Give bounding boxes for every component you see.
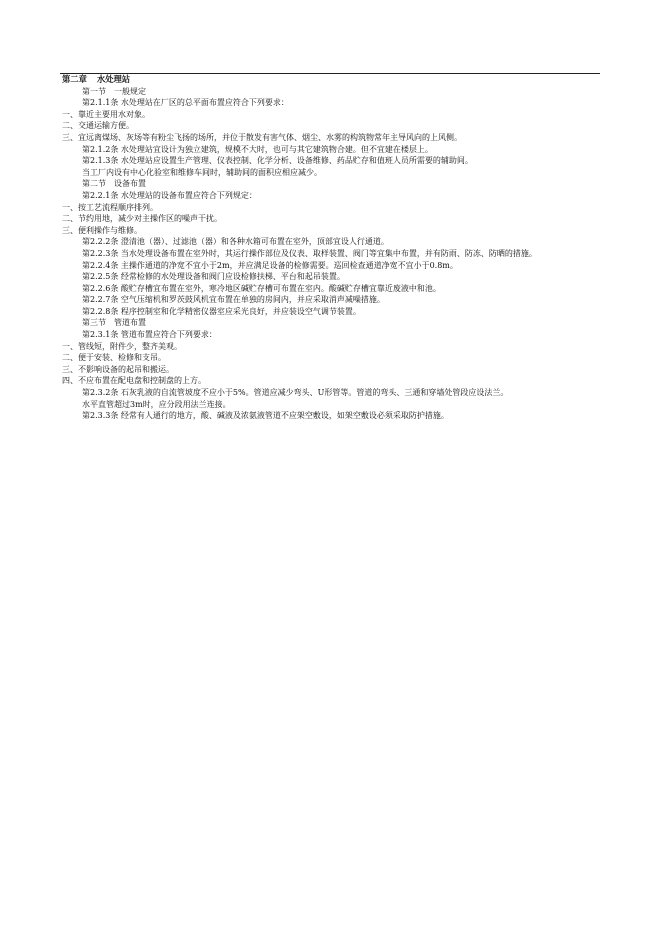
text-line: 三、宜远离煤场、灰场等有粉尘飞扬的场所，并位于散发有害气体、烟尘、水雾的构筑物常年主导风向的上风侧。 [62,132,462,142]
text-line: 第2.2.1条 水处理站的设备布置应符合下列规定： [82,190,257,200]
text-line: 第2.1.1条 水处理站在厂区的总平面布置应符合下列要求： [82,98,289,108]
text-lines [62,86,602,422]
text-line: 第2.2.8条 程序控制室和化学精密仪器室应采光良好，并应装设空气调节装置。 [82,306,361,316]
text-line: 第2.2.2条 澄清池（器）、过滤池（器）和各种水箱可布置在室外，顶部宜设人行通道。 [82,237,389,247]
text-line: 水平直管超过3m时，应分段用法兰连接。 [82,399,231,409]
text-line: 一、管线短，附件少，整齐美观。 [62,341,182,351]
text-line: 一、按工艺流程顺序排列。 [62,202,158,212]
text-line: 第2.1.2条 水处理站宜设计为独立建筑，规模不大时，也可与其它建筑物合建。但不宜建在楼层上。 [82,144,433,154]
document-body [62,74,602,422]
text-line: 第2.3.1条 管道布置应符合下列要求： [82,330,217,340]
text-line: 第2.2.3条 当水处理设备布置在室外时，其运行操作部位及仪表、取样装置、阀门等宜集中布置，并有防雨、防冻、防晒的措施。 [82,248,537,258]
text-line: 第2.2.7条 空气压缩机和罗茨鼓风机宜布置在单独的房间内，并应采取消声减噪措施。 [82,295,385,305]
text-line: 四、不应布置在配电盘和控制盘的上方。 [62,376,206,386]
text-line: 二、交通运输方便。 [62,121,134,131]
text-line: 第2.2.6条 酸贮存槽宜布置在室外，寒冷地区碱贮存槽可布置在室内。酸碱贮存槽宜靠近废液中和池。 [82,283,441,293]
chapter-heading [62,74,602,86]
text-line: 第二节 设备布置 [82,179,146,189]
text-line: 一、靠近主要用水对象。 [62,109,150,119]
chapter-number: 第二章 [62,74,87,84]
text-line: 第2.2.4条 主操作通道的净宽不宜小于2m，并应满足设备的检修需要。巡回检查通道净宽不宜小于0.8m。 [82,260,458,270]
text-line: 第2.2.5条 经常检修的水处理设备和阀门应设检修扶梯、平台和起吊装置。 [82,272,345,282]
text-line: 三、不影响设备的起吊和搬运。 [62,364,174,374]
text-line: 第一节 一般规定 [82,86,146,96]
text-line: 第2.3.2条 石灰乳液的自流管坡度不应小于5%。管道应减少弯头、U形管等。管道的弯头、三通和穿墙处管段应设法兰。 [82,388,509,398]
text-line: 当工厂内设有中心化验室和维修车间时，辅助间的面积应相应减少。 [82,167,322,177]
chapter-title: 水处理站 [96,74,131,84]
text-line: 二、节约用地，减少对主操作区的噪声干扰。 [62,214,222,224]
text-line: 第三节 管道布置 [82,318,146,328]
text-line: 第2.3.3条 经常有人通行的地方，酸、碱液及浓氨液管道不应架空敷设，如架空敷设必须采取防护措施。 [82,411,449,421]
text-line: 二、便于安装、检修和支吊。 [62,353,166,363]
text-line: 第2.1.3条 水处理站应设置生产管理、仪表控制、化学分析、设备维修、药品贮存和值班人员所需要的辅助间。 [82,156,473,166]
text-line: 三、便利操作与维修。 [62,225,142,235]
